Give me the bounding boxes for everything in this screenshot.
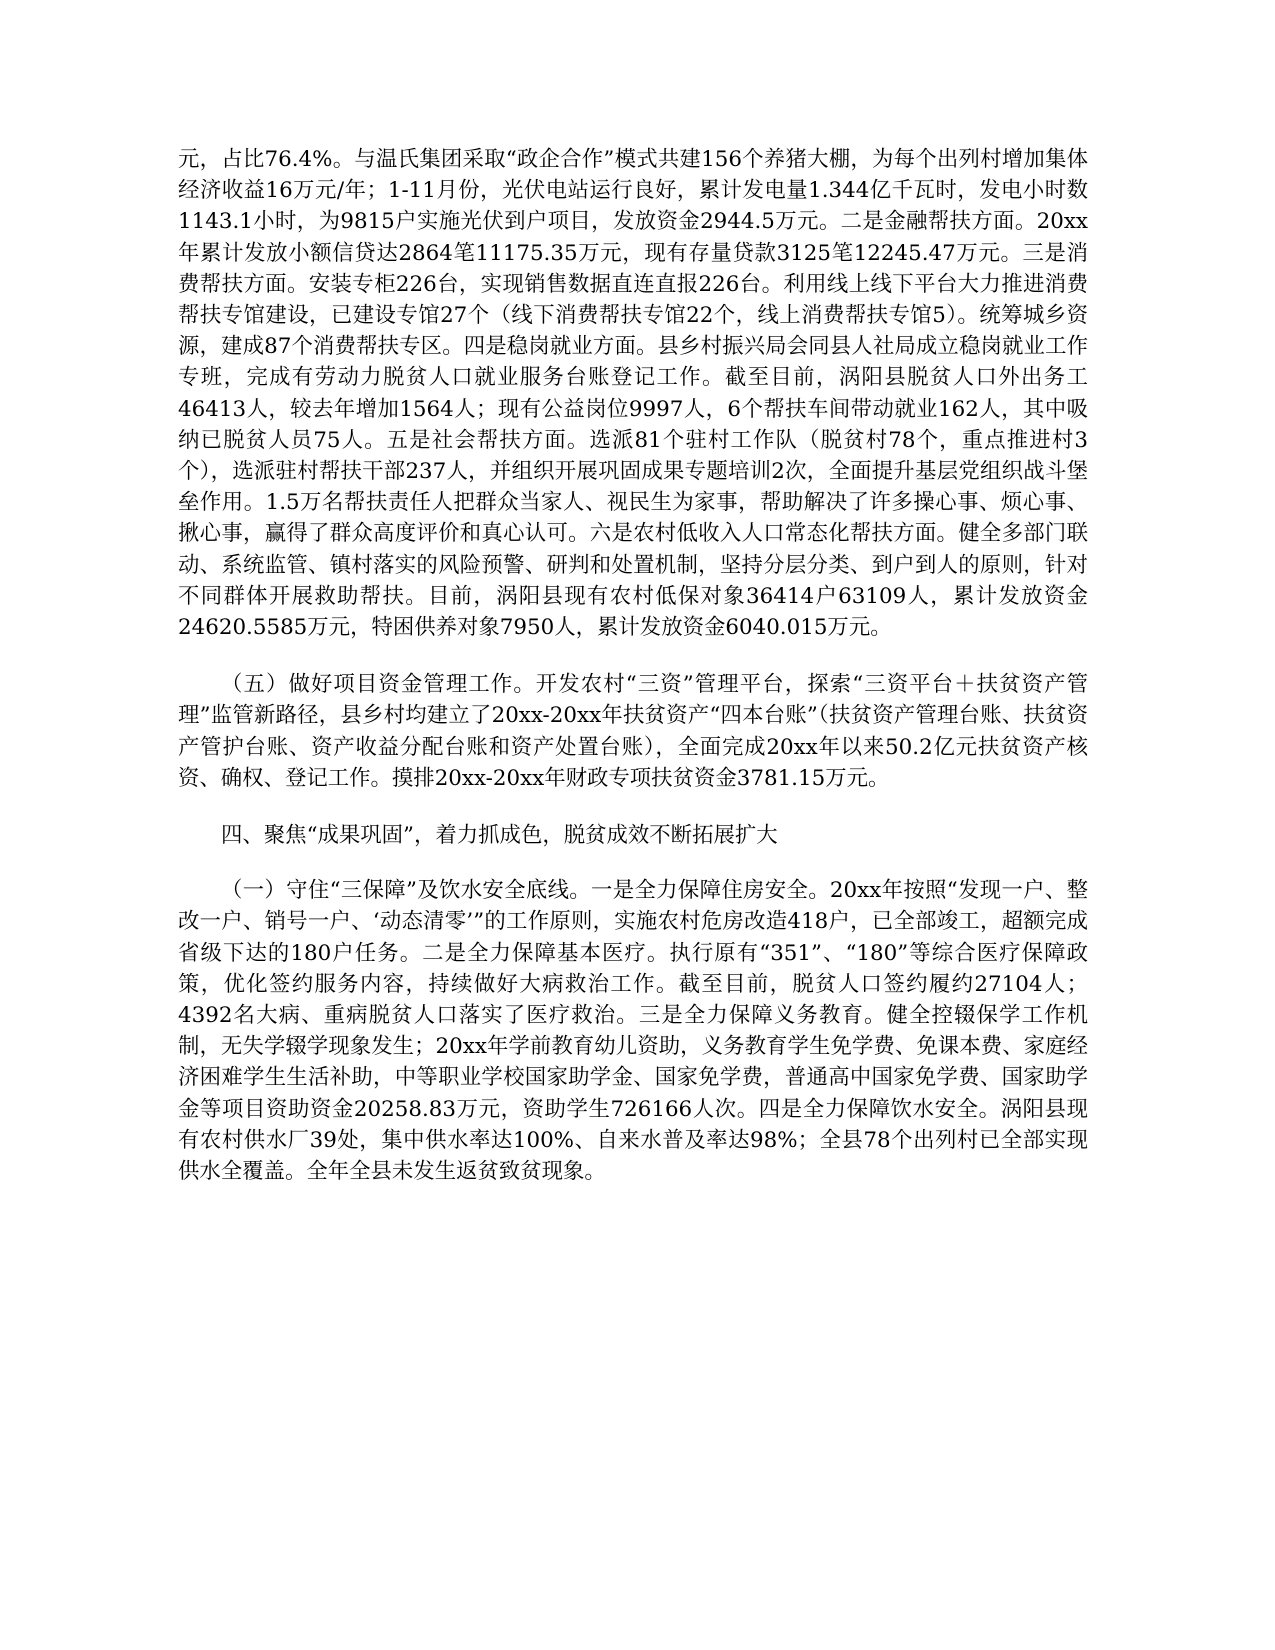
section-heading: 四、聚焦“成果巩固”，着力抓成色，脱贫成效不断拓展扩大 xyxy=(221,823,778,849)
paragraph-project-funds: （五）做好项目资金管理工作。开发农村“三资”管理平台，探索“三资平台＋扶贫资产管理”监管新路径，县乡村均建立了20xx-20xx年扶贫资产“四本台账”（扶贫资产管理台账、扶贫资产管护台账、资产收益分配台账和资产处置台账），全面完成20xx年以来50.2亿元扶贫资产核资、确权、登记工作。摸排20xx-20xx年财政专项扶贫资金3781.15万元。 xyxy=(178,672,1088,791)
paragraph-three-guarantees: （一）守住“三保障”及饮水安全底线。一是全力保障住房安全。20xx年按照“发现一户、整改一户、销号一户、‘动态清零’”的工作原则，实施农村危房改造418户，已全部竣工，超额完成省级下达的180户任务。二是全力保障基本医疗。执行原有“351”、“180”等综合医疗保障政策，优化签约服务内容，持续做好大病救治工作。截至目前，脱贫人口签约履约27104人；4392名大病、重病脱贫人口落实了医疗救治。三是全力保障义务教育。健全控辍保学工作机制，无失学辍学现象发生；20xx年学前教育幼儿资助，义务教育学生免学费、免课本费、家庭经济困难学生生活补助，中等职业学校国家助学金、国家免学费，普通高中国家免学费、国家助学金等项目资助资金20258.83万元，资助学生726166人次。四是全力保障饮水安全。涡阳县现有农村供水厂39处，集中供水率达100%、自来水普及率达98%；全县78个出列村已全部实现供水全覆盖。全年全县未发生返贫致贫现象。 xyxy=(178,878,1088,1185)
document-page xyxy=(178,144,1088,1213)
paragraph-continuation: 元，占比76.4%。与温氏集团采取“政企合作”模式共建156个养猪大棚，为每个出列村增加集体经济收益16万元/年；1-11月份，光伏电站运行良好，累计发电量1.344亿千瓦时，发电小时数1143.1小时，为9815户实施光伏到户项目，发放资金2944.5万元。二是金融帮扶方面。20xx年累计发放小额信贷达2864笔11175.35万元，现有存量贷款3125笔12245.47万元。三是消费帮扶方面。安装专柜226台，实现销售数据直连直报226台。利用线上线下平台大力推进消费帮扶专馆建设，已建设专馆27个（线下消费帮扶专馆22个，线上消费帮扶专馆5）。统筹城乡资源，建成87个消费帮扶专区。四是稳岗就业方面。县乡村振兴局会同县人社局成立稳岗就业工作专班，完成有劳动力脱贫人口就业服务台账登记工作。截至目前，涡阳县脱贫人口外出务工46413人，较去年增加1564人；现有公益岗位9997人，6个帮扶车间带动就业162人，其中吸纳已脱贫人员75人。五是社会帮扶方面。选派81个驻村工作队（脱贫村78个，重点推进村3个），选派驻村帮扶干部237人，并组织开展巩固成果专题培训2次，全面提升基层党组织战斗堡垒作用。1.5万名帮扶责任人把群众当家人、视民生为家事，帮助解决了许多操心事、烦心事、揪心事，赢得了群众高度评价和真心认可。六是农村低收入人口常态化帮扶方面。健全多部门联动、系统监管、镇村落实的风险预警、研判和处置机制，坚持分层分类、到户到人的原则，针对不同群体开展救助帮扶。目前，涡阳县现有农村低保对象36414户63109人，累计发放资金24620.5585万元，特困供养对象7950人，累计发放资金6040.015万元。 xyxy=(178,147,1088,641)
